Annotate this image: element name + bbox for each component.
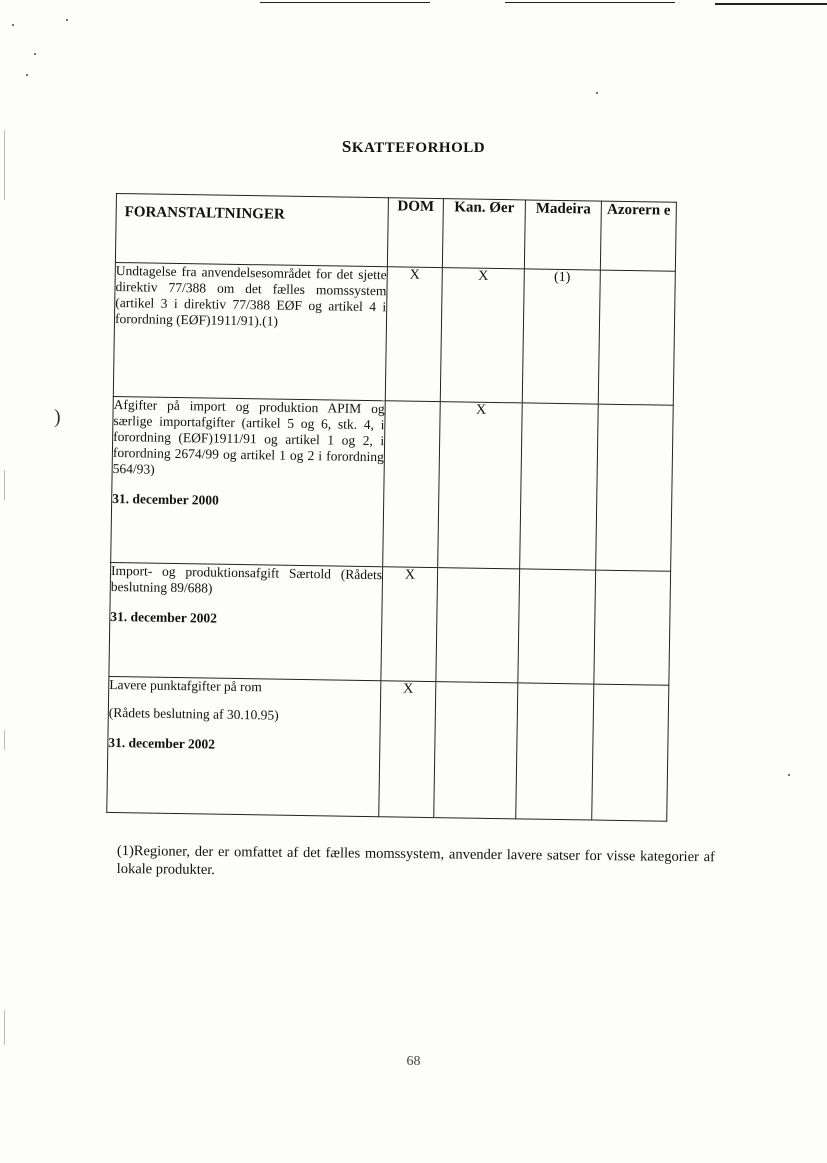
header-kan-oer: Kan. Øer [442, 199, 525, 269]
measure-deadline: 31. december 2002 [110, 608, 218, 626]
cell-dom: X [385, 267, 442, 402]
measure-description [113, 262, 387, 400]
title-initial: S [341, 137, 352, 156]
measures-table [106, 193, 677, 822]
scan-speck [26, 74, 28, 76]
cell-dom: X [379, 681, 436, 818]
footnote: (1)Regioner, der er omfattet af det fælles momssystem, anvender lavere satser for visse kategorier af lokale produkter. [116, 842, 715, 879]
measure-description [107, 676, 381, 816]
header-dom: DOM [387, 198, 443, 268]
cell-kan-oer: X [440, 268, 524, 403]
measure-text: Undtagelse fra anvendelsesområdet for det sjette direktiv 77/388 om det fælles momssystem (artikel 3 i direktiv 77/388 EØF og artikel 4 i forordning (EØF)1911/91).(1) [114, 263, 387, 329]
table-header-row [115, 194, 676, 272]
scan-speck [788, 774, 790, 776]
title-rest: KATTEFORHOLD [351, 140, 486, 156]
margin-mark: ) [54, 406, 61, 428]
cell-dom [383, 401, 441, 568]
page-title [0, 137, 827, 157]
measure-description [109, 562, 383, 680]
cell-kan-oer [434, 682, 518, 819]
cell-azorerne [598, 270, 675, 405]
table-row [109, 562, 671, 685]
cell-kan-oer: X [438, 402, 523, 569]
measure-deadline: 31. december 2002 [108, 734, 216, 752]
header-measures: FORANSTALTNINGER [115, 194, 388, 267]
page-edge [4, 1010, 5, 1045]
cell-madeira [518, 569, 596, 684]
scan-speck [596, 92, 598, 94]
page-edge [4, 730, 5, 750]
cell-kan-oer [436, 568, 520, 683]
scan-speck [66, 19, 68, 21]
scan-speck [34, 53, 36, 55]
measure-description [111, 396, 386, 566]
table-row [111, 396, 674, 571]
cell-madeira [520, 403, 599, 570]
table-row [107, 676, 669, 821]
header-azorerne: Azorern e [600, 201, 676, 271]
table-row [113, 262, 675, 405]
scan-line [715, 3, 827, 5]
measure-text: Afgifter på import og produktion APIM og særlige importafgifter (artikel 5 og 6, stk. 4, i forordning (EØF)1911/91 og artikel 1 og 2, i forordning 2674/99 og artikel 1 og 2 i forordning 564/93) [112, 396, 385, 477]
measure-text: Lavere punktafgifter på rom [109, 676, 262, 695]
cell-azorerne [592, 684, 669, 821]
measure-reference: (Rådets beslutning af 30.10.95) [108, 704, 279, 723]
scan-line [505, 2, 675, 3]
measure-deadline: 31. december 2000 [112, 490, 219, 508]
cell-azorerne [596, 404, 674, 571]
header-madeira: Madeira [524, 200, 601, 270]
scan-speck [12, 24, 14, 26]
scan-line [260, 2, 430, 3]
page-edge [4, 470, 5, 500]
page-number: 68 [406, 1054, 421, 1069]
cell-azorerne [594, 570, 671, 685]
measure-text: Import- og produktionsafgift Særtold (Rådets beslutning 89/688) [110, 562, 383, 596]
cell-dom: X [381, 567, 438, 682]
cell-madeira [516, 683, 594, 820]
cell-madeira: (1) [522, 269, 600, 404]
